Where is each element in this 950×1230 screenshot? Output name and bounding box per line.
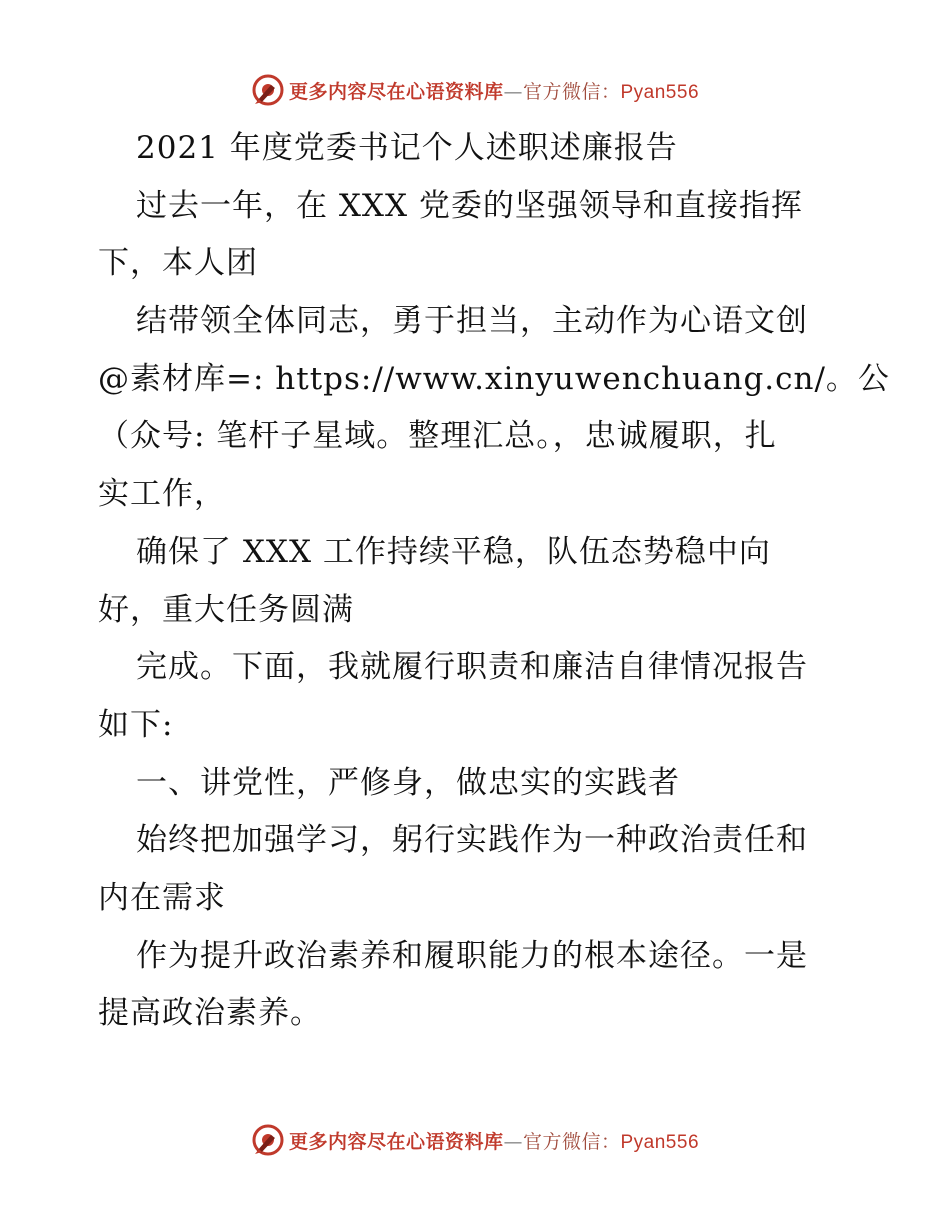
text-line: 确保了 XXX 工作持续平稳，队伍态势稳中向 — [136, 533, 771, 570]
text-line: 内在需求 — [98, 879, 226, 916]
footer-banner-main: 更多内容尽在心语资料库 — [288, 1130, 504, 1153]
text-line: 提高政治素养。 — [98, 995, 322, 1032]
header-banner — [0, 70, 950, 110]
report-body — [98, 120, 890, 1043]
pen-logo-icon — [251, 1123, 285, 1157]
header-banner-main: 更多内容尽在心语资料库 — [288, 80, 504, 103]
header-banner-wechat-label: 官方微信： — [522, 80, 621, 103]
text-line: 下，本人团 — [98, 245, 258, 282]
footer-banner — [0, 1120, 950, 1160]
text-line: @素材库=: https://www.xinyuwenchuang.cn/。公 — [98, 360, 890, 397]
footer-banner-wechat-id: Pyan556 — [620, 1131, 700, 1153]
text-line: 始终把加强学习，躬行实践作为一种政治责任和 — [136, 822, 808, 859]
footer-banner-text — [289, 1127, 699, 1154]
document-title: 2021 年度党委书记个人述职述廉报告 — [136, 130, 678, 166]
footer-banner-sep: — — [503, 1130, 523, 1153]
text-line: （众号: 笔杆子星域。整理汇总。，忠诚履职，扎 — [98, 418, 777, 455]
text-line: 好，重大任务圆满 — [98, 591, 354, 628]
text-line: 一、讲党性，严修身，做忠实的实践者 — [136, 764, 680, 801]
text-line: 结带领全体同志，勇于担当，主动作为心语文创 — [136, 303, 808, 340]
text-line: 实工作， — [98, 476, 226, 513]
pen-logo-icon — [251, 73, 285, 107]
text-line: 过去一年，在 XXX 党委的坚强领导和直接指挥 — [136, 187, 803, 224]
header-banner-text — [289, 77, 699, 104]
footer-banner-wechat-label: 官方微信： — [522, 1130, 621, 1153]
text-line: 如下: — [98, 706, 174, 743]
text-line: 完成。下面，我就履行职责和廉洁自律情况报告 — [136, 649, 808, 686]
text-line: 作为提升政治素养和履职能力的根本途径。一是 — [136, 937, 808, 974]
header-banner-sep: — — [503, 80, 523, 103]
header-banner-wechat-id: Pyan556 — [620, 81, 700, 103]
